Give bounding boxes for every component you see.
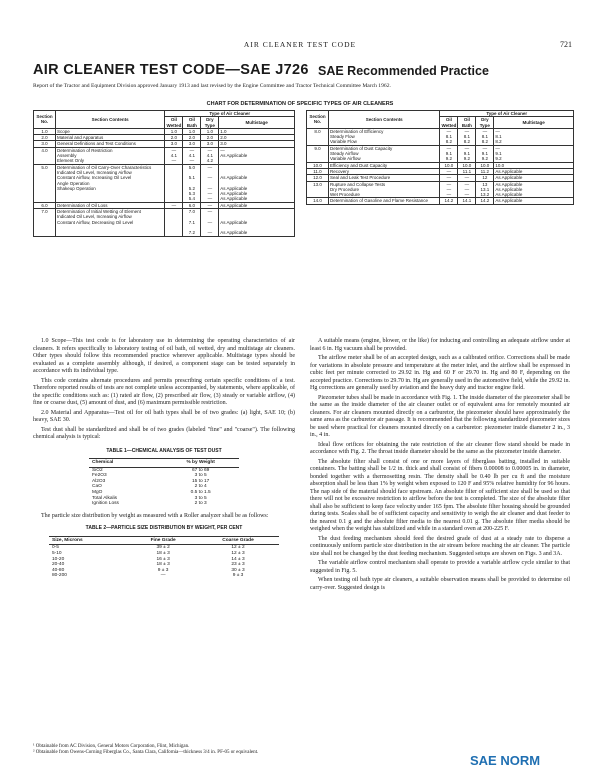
footnotes [33, 744, 295, 756]
coarse-grade-cell: 14 ± 3 [231, 556, 245, 562]
chemical-cell: Ignition Loss [92, 501, 119, 507]
table2 [49, 536, 279, 579]
chart-row [34, 164, 295, 202]
oil-wetted-value: 14.2 [440, 198, 458, 204]
section-contents: Determination of Dust Capacity Steady Airflow Variable Airflow [328, 145, 439, 162]
dry-type-value: 14.2 [476, 198, 494, 204]
chart-row [307, 145, 574, 162]
oil-bath-value: — 9.1 9.2 [458, 145, 476, 162]
multistage-value: — As Applicable [219, 147, 295, 164]
section-contents: Material and Apparatus [55, 135, 164, 141]
section-number: 3.0 [34, 141, 56, 147]
chart-row [307, 181, 574, 198]
chart-left-body [34, 128, 295, 236]
paragraph-particle-size: The particle size distribution by weight as measured with a Roller analyzer shall be as follows: [41, 512, 269, 519]
paragraph-piezometer: Piezometer tubes shall be made in accordance with Fig. 1. The inside diameter of the piezometer shall be the same as the inside diameter of the air cleaner outlet or of equivalent area for remotely mounted air cleaners. For air cleaners mounted directly on a carburetor, the piezometer should have approximately the same area as the carburetor air passage. It is recommended that the following standardized piezometer sizes be used where practical for cleaners mounted directly on a carburetor: piezometer inside diameter 2 in., 3 in., 4 in. [310, 394, 570, 438]
table1 [89, 458, 239, 507]
col-section-no: Section No. [34, 111, 56, 129]
fine-grade-cell: 18 ± 3 [156, 562, 170, 568]
multistage-value: As Applicable [494, 175, 574, 181]
paragraph-absolute-filter: The absolute filter shall consist of one or more layers of fiberglass batting, installed in suitable containers. The batting shall be 1/2 in. thick and shall consist of fibers 0.00008 to 0.00005 in. in diameter, bonded together with a thermosetting resin. The density shall be 0.40 lb per cu ft and the moisture absorption shall be less than 1% by weight when exposed to 120 F and 95% relative humidity for 96 hours. The nap side of the material should face upstream. An absolute filter of sufficient size shall be used so that there will not be excessive restriction to airflow before the test is completed. The size of the absolute filter shall also be sufficient to keep face velocity under 165 fpm. The absolute filter housing should be grounded during tests. Scales shall be of sufficient capacity and sensitivity to weigh the air cleaner and dust feeder to the nearest 0.1 g and the absolute filter media to the nearest 0.01 g. The absolute filter media should be weighed when the weight has stabilized and while in a standard oven at 200-225 F. [310, 458, 570, 532]
section-number: 1.0 [34, 128, 56, 134]
paragraph-material: 2.0 Material and Apparatus—Test oil for oil bath types shall be of two grades: (a) light, SAE 10; (b) heavy, SAE 30. [33, 409, 295, 423]
weight-cell: 0.5 to 1.5 [190, 489, 211, 495]
dry-type-value: — [201, 202, 219, 208]
section-number: 8.0 [307, 128, 329, 145]
section-contents: Rupture and Collapse Tests Dry Procedure Wet Procedure [328, 181, 439, 198]
logo-text: SAE NORM [470, 753, 541, 768]
table-row [89, 501, 239, 507]
multistage-value: 1.0 [219, 128, 295, 134]
fine-grade-cell: 9 ± 3 [157, 567, 169, 573]
section-contents: Recovery [328, 168, 439, 174]
fine-grade-cell: — [160, 573, 166, 579]
multistage-value: As Applicable [494, 168, 574, 174]
oil-wetted-value [165, 164, 183, 202]
section-contents: Scope [55, 128, 164, 134]
table1-title: TABLE 1—CHEMICAL ANALYSIS OF TEST DUST [106, 447, 222, 454]
size-cell: 40-80 [52, 567, 65, 573]
col-multistage: Multistage [219, 117, 295, 129]
oil-bath-value: 10.0 [458, 162, 476, 168]
col-dry-type: Dry Type [201, 117, 219, 129]
col-type-group-right: Type of Air Cleaner [440, 111, 574, 117]
paragraph-airflow-means: A suitable means (engine, blower, or the like) for inducing and controlling an adequate airflow under at least 6 in. Hg vacuum shall be provided. [310, 338, 570, 352]
col-oil-wetted-right: Oil Wetted [441, 117, 457, 128]
section-number: 9.0 [307, 145, 329, 162]
section-number: 7.0 [34, 209, 56, 236]
oil-bath-value: 2.0 [183, 135, 201, 141]
multistage-value: As Applicable As Applicable As Applicable [494, 181, 574, 198]
section-contents: Determination of Initial Wetting of Element Indicated Oil Level, Increasing Airflow Constant Airflow, Decreasing Oil Level [55, 209, 164, 236]
oil-bath-value: 14.1 [458, 198, 476, 204]
oil-bath-value: 7.0 7.1 7.2 [183, 209, 201, 236]
fine-grade-cell: 16 ± 3 [156, 556, 170, 562]
paragraph-orifices: Ideal flow orifices for obtaining the rate restriction of the air cleaner flow stand should be made in accordance with Fig. 2. The throat inside diameter should be the same as the piezometer inside diameter. [310, 441, 570, 455]
multistage-value: — 9.1 9.2 [494, 145, 574, 162]
paragraph-dust-feeding: The dust feeding mechanism should feed the desired grade of dust at a steady rate to disperse a continuously uniform particle size distribution in the air stream before reaching the air cleaner. The particle size shall not be changed by the dust feeding mechanism. Suggested setups are shown on Figs. 3 and 3A. [310, 535, 570, 557]
oil-bath-value: — — — [458, 181, 476, 198]
chart-right-body [307, 128, 574, 204]
oil-wetted-value [165, 209, 183, 236]
right-column [310, 338, 570, 594]
table2-header-coarse: Coarse Grade [197, 536, 279, 545]
coarse-grade-cell: 23 ± 3 [231, 562, 245, 568]
size-cell: 20-40 [52, 562, 65, 568]
chemical-cell: Total Alkalis [92, 495, 118, 501]
section-number: 10.0 [307, 162, 329, 168]
dry-type-value: — 9.1 9.2 [476, 145, 494, 162]
fine-grade-cell: 39 ± 2 [156, 545, 170, 551]
paragraph-variable-airflow: The variable airflow control mechanism shall operate to provide a variable airflow cycle similar to that suggested in Fig. 5. [310, 560, 570, 574]
oil-bath-value: — [458, 175, 476, 181]
size-cell: 10-20 [52, 556, 65, 562]
table2-body [49, 545, 279, 579]
oil-bath-value: 3.0 [183, 141, 201, 147]
col-section-contents-right: Section Contents [328, 111, 439, 129]
footnote-1: ¹ Obtainable from AC Division, General Motors Corporation, Flint, Michigan. [33, 744, 190, 749]
dry-type-value: — 8.1 8.2 [476, 128, 494, 145]
report-note: Report of the Tractor and Equipment Division approved January 1913 and last revised by the Engine Committee and Tractor Technical Committee March 1962. [33, 83, 391, 89]
coarse-grade-cell: 9 ± 3 [232, 573, 244, 579]
multistage-value: As Applicable [219, 202, 295, 208]
chemical-cell: CaO [92, 484, 102, 490]
chart-table-right [306, 110, 574, 205]
section-number: 2.0 [34, 135, 56, 141]
oil-bath-value: — 4.1 — [183, 147, 201, 164]
col-oil-bath-right: Oil Bath [458, 117, 476, 129]
paragraph-oil-bath: When testing oil bath type air cleaners, a suitable observation means shall be provided to determine oil carry-over. Suggested design is [310, 577, 570, 591]
multistage-value: 3.0 [219, 141, 295, 147]
col-multistage-right: Multistage [494, 117, 574, 129]
section-contents: Efficiency and Dust Capacity [328, 162, 439, 168]
coarse-grade-cell: 12 ± 2 [231, 545, 245, 551]
multistage-value: As Applicable [494, 198, 574, 204]
weight-cell: 2 to 3 [194, 501, 207, 507]
section-contents: Determination of Efficiency Steady Flow Variable Flow [328, 128, 439, 145]
weight-cell: 15 to 17 [191, 478, 210, 484]
fine-grade-cell: 18 ± 3 [156, 550, 170, 556]
oil-wetted-value: — [440, 168, 458, 174]
coarse-grade-cell: 30 ± 3 [231, 567, 245, 573]
oil-wetted-value: 1.0 [165, 128, 183, 134]
oil-wetted-value: — [440, 175, 458, 181]
paragraph-alternate: This code contains alternate procedures and permits prescribing certain specific conditions of a test. Therefore reported results of tests are not complete unless accompanied, by statements, where applicable, of the specific conditions such as: (1) rated air flow, (2) prescribed air flow, (3) steady or variable airflow, (4) fine or coarse dust, (5) amount of dust, and (6) maximum permissible restriction. [33, 377, 295, 406]
running-header: AIR CLEANER TEST CODE [243, 40, 357, 49]
col-oil-bath: Oil Bath [183, 117, 201, 129]
oil-bath-value: 6.0 [183, 202, 201, 208]
left-column [33, 338, 295, 579]
section-contents: General Definitions and Test Conditions [55, 141, 164, 147]
multistage-value: — 8.1 8.2 [494, 128, 574, 145]
col-section-contents: Section Contents [55, 111, 164, 129]
table2-header-fine: Fine Grade [129, 536, 197, 545]
oil-wetted-value: — [165, 202, 183, 208]
section-contents: Determination of Oil Loss [55, 202, 164, 208]
chemical-cell: SiO2 [92, 467, 103, 473]
chart-title: CHART FOR DETERMINATION OF SPECIFIC TYPES OF AIR CLEANERS [206, 101, 394, 107]
oil-wetted-value: — 4.1 — [165, 147, 183, 164]
table-row [49, 573, 279, 579]
section-contents: Determination of Gasoline and Flame Resistance [328, 198, 439, 204]
oil-bath-value: 11.1 [458, 168, 476, 174]
oil-wetted-value: 3.0 [165, 141, 183, 147]
section-number: 12.0 [307, 175, 329, 181]
dry-type-value: — — — [201, 209, 219, 236]
table1-header-chemical: Chemical [89, 459, 162, 468]
size-cell: 80-200 [52, 573, 67, 579]
page-number: 721 [560, 40, 572, 49]
dry-type-value: 1.0 [201, 128, 219, 134]
paragraph-scope: 1.0 Scope—This test code is for laboratory use in determining the operating characteristics of air cleaners. It refers specifically to laboratory testing of oil bath, oil wetted, dry and multistage air cleaners. Other types should follow this recommended practice wherever applicable. Multistage types should be evaluated as a complete assembly although, if desired, a component stage can be tested separately in accordance with its individual type. [33, 338, 295, 374]
multistage-value: 2.0 [219, 135, 295, 141]
section-contents: Determination of Oil Carry-Over Characteristics Indicated Oil Level, Increasing Airflow Constant Airflow, Increasing Oil Level Angle Operation Shakeup Operation [55, 164, 164, 202]
dry-type-value: 13 13.1 13.2 [476, 181, 494, 198]
size-cell: 5-10 [52, 550, 62, 556]
chart-table-left [33, 110, 295, 237]
oil-bath-value: — 8.1 8.2 [458, 128, 476, 145]
col-oil-wetted: Oil Wetted [166, 117, 182, 128]
dry-type-value: 3.0 [201, 141, 219, 147]
chemical-cell: Al2O3 [92, 478, 106, 484]
chart-row [307, 128, 574, 145]
page-title: AIR CLEANER TEST CODE—SAE J726 [33, 62, 309, 78]
chemical-cell: MgO [92, 489, 103, 495]
section-number: 6.0 [34, 202, 56, 208]
oil-wetted-value: — 9.1 9.2 [440, 145, 458, 162]
weight-cell: 3 to 5 [194, 495, 207, 501]
col-section-no-right: Section No. [307, 111, 329, 129]
col-type-group: Type of Air Cleaner [165, 111, 295, 117]
oil-wetted-value: 10.0 [440, 162, 458, 168]
section-number: 14.0 [307, 198, 329, 204]
dry-type-value: — 4.1 4.2 [201, 147, 219, 164]
coarse-grade-cell: 12 ± 3 [231, 550, 245, 556]
weight-cell: 67 to 69 [191, 467, 210, 473]
paragraph-airflow-meter: The airflow meter shall be of an accepted design, such as a calibrated orifice. Corrections shall be made for variations in absolute pressure and temperature at the meter inlet, and the airflow shall be expressed in cubic feet per minute corrected to 29.92 in. Hg and 60 F or 29.70 in. Hg and 80 F, depending on the accepted practice. Corrections to 29.70 in. Hg are generally used in the automotive field, while the 29.92 in. Hg corrections are generally used by aviation and the heavy duty and tractor engine field. [310, 355, 570, 391]
sae-norm-logo [468, 752, 583, 768]
chart-row [34, 147, 295, 164]
table1-body [89, 467, 239, 507]
section-contents: Seal and Leak Test Procedure [328, 175, 439, 181]
footnote-2: ² Obtainable from Owens-Corning Fiberglas Co., Santa Clara, California—thickness 3/4 in. PF-05 or equivalent. [33, 750, 259, 755]
chart-row [34, 209, 295, 236]
section-number: 13.0 [307, 181, 329, 198]
table2-header-size: Size, Microns [49, 536, 129, 545]
dry-type-value: 12 [476, 175, 494, 181]
oil-bath-value: 1.0 [183, 128, 201, 134]
size-cell: 0-5 [52, 545, 59, 551]
section-number: 4.0 [34, 147, 56, 164]
section-number: 11.0 [307, 168, 329, 174]
oil-wetted-value: 2.0 [165, 135, 183, 141]
dry-type-value: — — — — — [201, 164, 219, 202]
section-contents: Determination of Restriction Assembly Element Only [55, 147, 164, 164]
paragraph-test-dust: Test dust shall be standardized and shall be of two grades (labeled "fine" and "coarse"). The following chemical analysis is typical: [33, 426, 295, 440]
dry-type-value: 11.2 [476, 168, 494, 174]
table2-title: TABLE 2—PARTICLE SIZE DISTRIBUTION BY WEIGHT, PER CENT [85, 525, 243, 532]
oil-wetted-value: — — — [440, 181, 458, 198]
oil-wetted-value: — 8.1 8.2 [440, 128, 458, 145]
dry-type-value: 10.0 [476, 162, 494, 168]
multistage-value: 10.0 [494, 162, 574, 168]
multistage-value: As Applicable As Applicable As Applicable As Applicable [219, 164, 295, 202]
oil-bath-value: 5.0 5.1 5.2 5.3 5.4 [183, 164, 201, 202]
chart-row [307, 198, 574, 204]
section-number: 5.0 [34, 164, 56, 202]
weight-cell: 2 to 4 [194, 484, 207, 490]
col-dry-type-right: Dry Type [476, 117, 494, 129]
dry-type-value: 2.0 [201, 135, 219, 141]
practice-label: SAE Recommended Practice [318, 64, 489, 78]
chemical-cell: Fe2O3 [92, 473, 107, 479]
multistage-value: As Applicable As Applicable [219, 209, 295, 236]
table1-header-weight: % by Weight [162, 459, 239, 468]
weight-cell: 3 to 5 [194, 473, 207, 479]
